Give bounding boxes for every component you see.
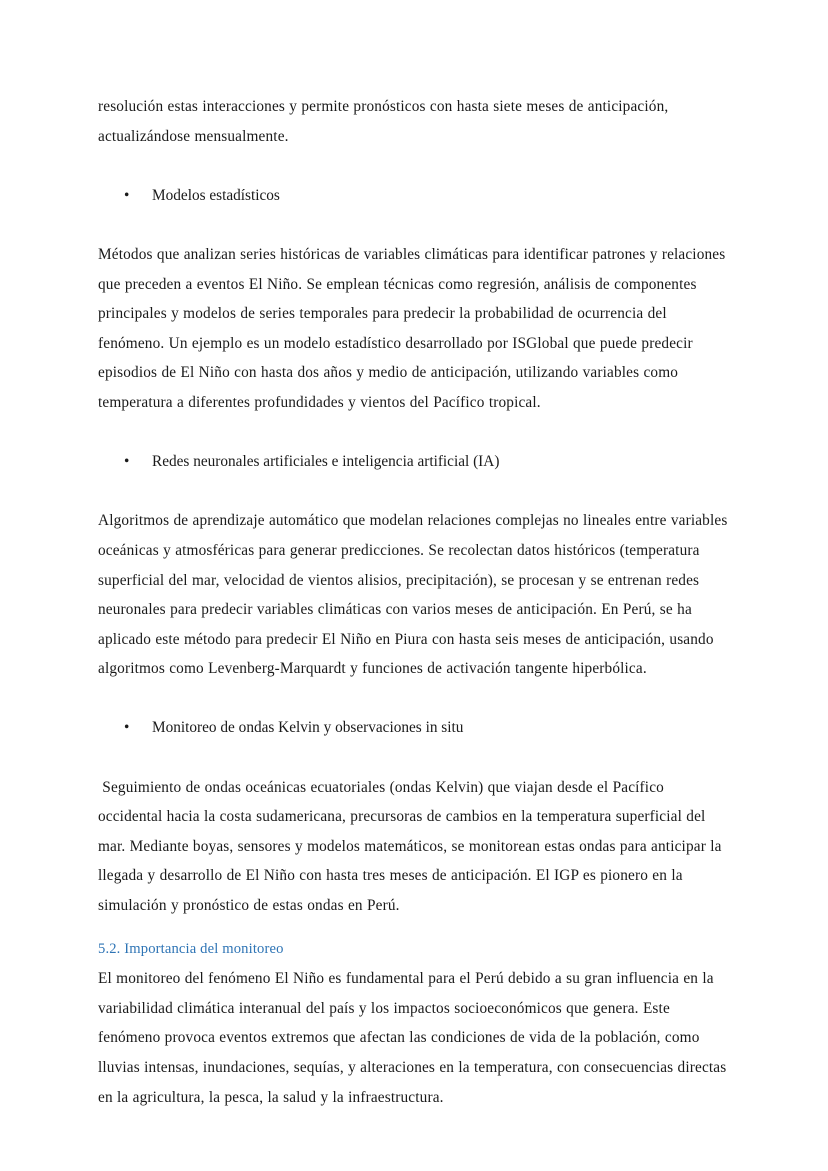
bullet-dot-icon: • <box>124 719 130 737</box>
bullet-item-label: Monitoreo de ondas Kelvin y observaciones in situ <box>152 719 464 737</box>
list-item <box>98 181 728 211</box>
paragraph-modelos-estadisticos: Métodos que analizan series históricas de variables climáticas para identificar patrones y relaciones que preceden a eventos El Niño. Se emplean técnicas como regresión, análisis de componentes principales y modelos de series temporales para predecir la probabilidad de ocurrencia del fenómeno. Un ejemplo es un modelo estadístico desarrollado por ISGlobal que puede predecir episodios de El Niño con hasta dos años y medio de anticipación, utilizando variables como temperatura a diferentes profundidades y vientos del Pacífico tropical. <box>98 245 726 411</box>
paragraph-redes-neuronales: Algoritmos de aprendizaje automático que modelan relaciones complejas no lineales entre variables oceánicas y atmosféricas para generar predicciones. Se recolectan datos históricos (temperatura superficial del mar, velocidad de vientos alisios, precipitación), se procesan y se entrenan redes neuronales para predecir variables climáticas con varios meses de anticipación. En Perú, se ha aplicado este método para predecir El Niño en Piura con hasta seis meses de anticipación, usando algoritmos como Levenberg-Marquardt y funciones de activación tangente hiperbólica. <box>98 512 728 678</box>
document-content <box>98 92 728 1112</box>
bullet-dot-icon: • <box>124 453 130 471</box>
paragraph-spacer <box>98 210 728 240</box>
paragraph-spacer <box>98 477 728 507</box>
bullet-item-label: Redes neuronales artificiales e inteligencia artificial (IA) <box>152 453 500 471</box>
bullet-list-3 <box>98 713 728 743</box>
paragraph-spacer <box>98 151 728 181</box>
intro-paragraph: resolución estas interacciones y permite pronósticos con hasta siete meses de anticipación, actualizándose mensualmente. <box>98 98 669 145</box>
section-heading-5-2: 5.2. Importancia del monitoreo <box>98 940 284 957</box>
paragraph-spacer <box>98 418 728 448</box>
bullet-list-2 <box>98 447 728 477</box>
paragraph-importancia-monitoreo: El monitoreo del fenómeno El Niño es fundamental para el Perú debido a su gran influencia en la variabilidad climática interanual del país y los impactos socioeconómicos que genera. Este fenómeno provoca eventos extremos que afectan las condiciones de vida de la población, como lluvias intensas, inundaciones, sequías, y alteraciones en la temperatura, con consecuencias directas en la agricultura, la pesca, la salud y la infraestructura. <box>98 970 727 1106</box>
bullet-list-1 <box>98 181 728 211</box>
paragraph-spacer <box>98 684 728 714</box>
paragraph-spacer <box>98 743 728 773</box>
heading-spacer <box>98 921 728 935</box>
list-item <box>98 447 728 477</box>
paragraph-ondas-kelvin: Seguimiento de ondas oceánicas ecuatoriales (ondas Kelvin) que viajan desde el Pacífico occidental hacia la costa sudamericana, precursoras de cambios en la temperatura superficial del mar. Mediante boyas, sensores y modelos matemáticos, se monitorean estas ondas para anticipar la llegada y desarrollo de El Niño con hasta tres meses de anticipación. El IGP es pionero en la simulación y pronóstico de estas ondas en Perú. <box>98 778 726 915</box>
bullet-item-label: Modelos estadísticos <box>152 186 280 204</box>
bullet-dot-icon: • <box>124 186 130 204</box>
list-item <box>98 713 728 743</box>
